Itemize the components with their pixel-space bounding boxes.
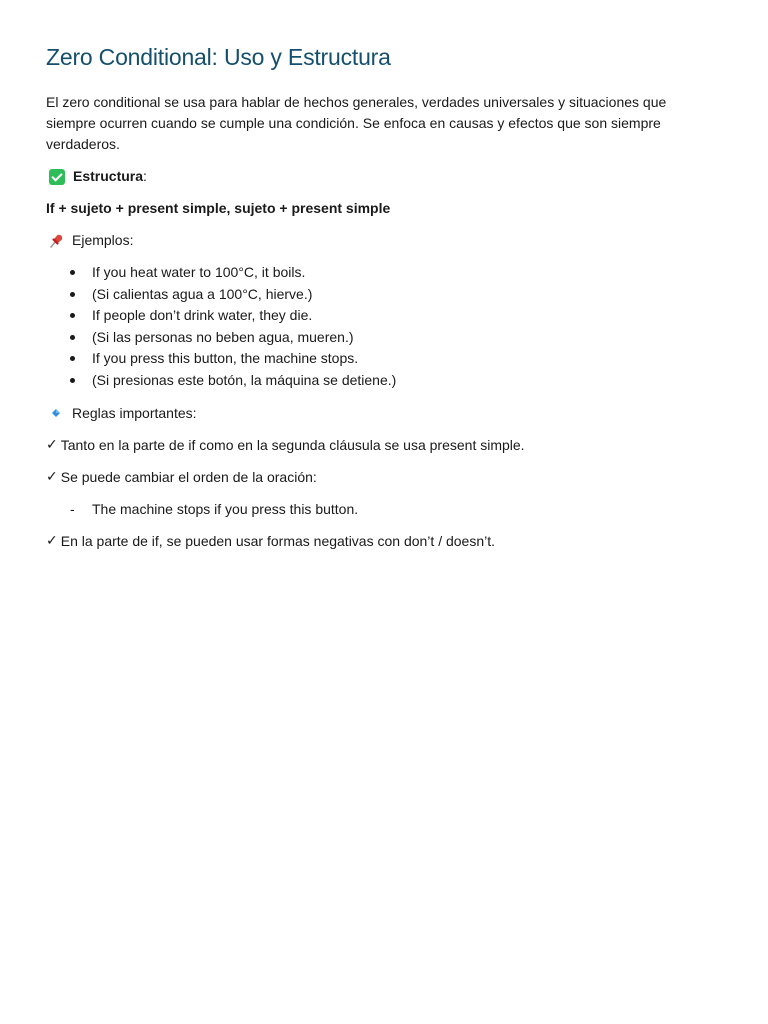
blue-diamond-icon [48,405,64,421]
page-title: Zero Conditional: Uso y Estructura [46,44,391,70]
rule-1-text: Tanto en la parte de if como en la segunda cláusula se usa present simple. [60,436,525,453]
list-item: If you heat water to 100°C, it boils. [46,262,716,284]
examples-list [46,262,716,392]
rule-2-example-text: The machine stops if you press this button. [92,500,359,517]
document-page [46,40,716,563]
rule-1 [46,435,716,456]
checkmark-icon: ✓ [46,468,58,485]
intro-paragraph: El zero conditional se usa para hablar de hechos generales, verdades universales y situaciones que siempre ocurren cuando se cumple una condición. Se enfoca en causas y efectos que son siempre verdaderos. [46,94,667,152]
ejemplos-heading [46,230,716,251]
estructura-heading [46,166,716,187]
checkmark-icon: ✓ [46,532,58,549]
estructura-colon: : [143,168,147,184]
green-check-box-icon [49,169,65,185]
list-item: (Si presionas este botón, la máquina se detiene.) [46,370,716,392]
list-item: (Si calientas agua a 100°C, hierve.) [46,284,716,306]
dash-bullet: - [70,500,75,517]
list-item: If you press this button, the machine stops. [46,348,716,370]
rule-3 [46,531,716,552]
rule-2-example-list [46,499,716,520]
rule-2 [46,467,716,488]
rule-2-text: Se puede cambiar el orden de la oración: [60,468,317,485]
pushpin-icon [48,233,64,249]
structure-formula: If + sujeto + present simple, sujeto + present simple [46,200,391,216]
rule-3-text: En la parte de if, se pueden usar formas negativas con don’t / doesn’t. [60,532,496,549]
reglas-heading [46,403,716,424]
list-item [46,499,716,520]
list-item: (Si las personas no beben agua, mueren.) [46,327,716,349]
ejemplos-label: Ejemplos: [72,232,134,248]
list-item: If people don’t drink water, they die. [46,305,716,327]
estructura-label: Estructura [73,168,144,184]
reglas-label: Reglas importantes: [72,404,197,421]
checkmark-icon: ✓ [46,436,58,453]
